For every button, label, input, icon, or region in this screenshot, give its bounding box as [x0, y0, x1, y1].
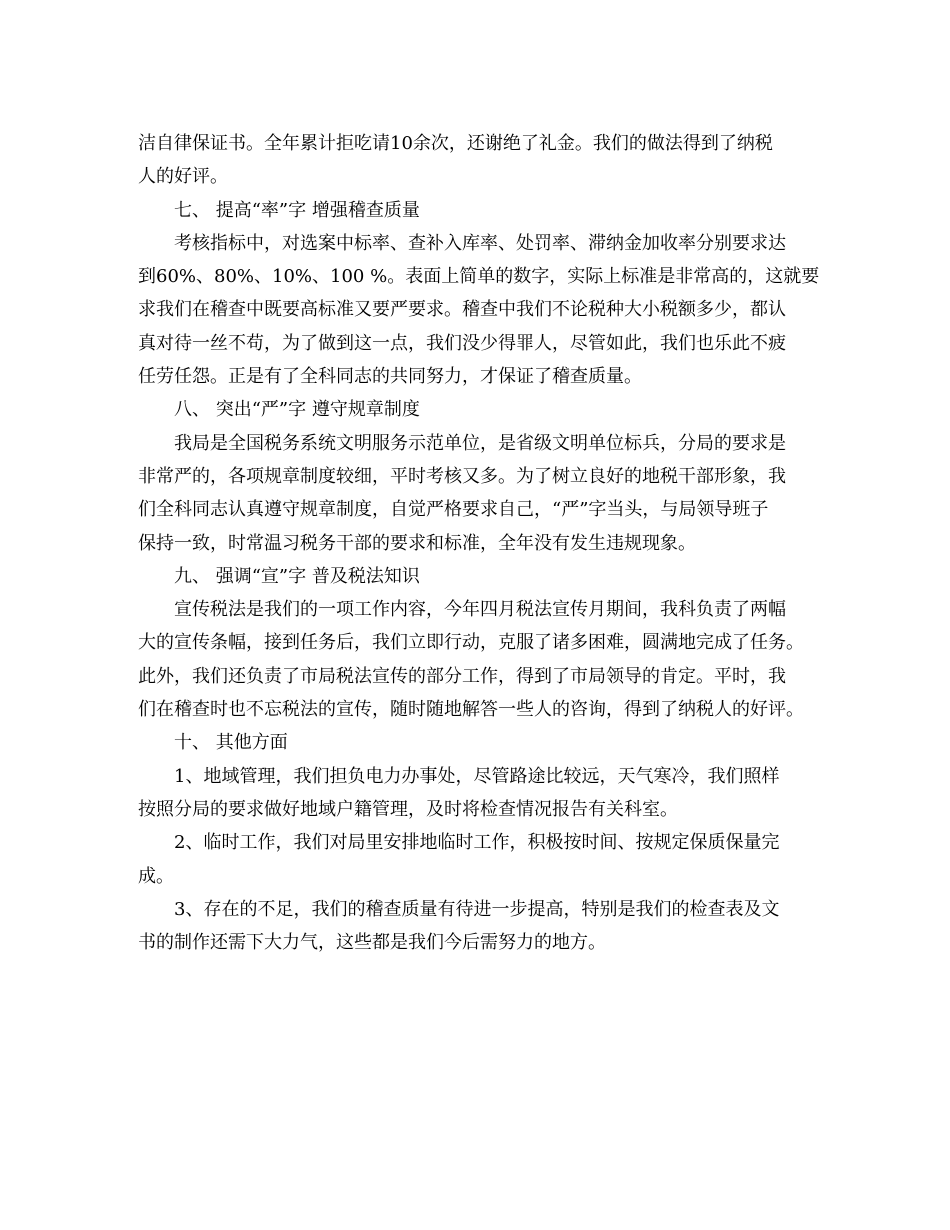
text-line: 真对待一丝不苟，为了做到这一点，我们没少得罪人，尽管如此，我们也乐此不疲 [138, 332, 786, 354]
text-line: 们在稽查时也不忘税法的宣传，随时随地解答一些人的咨询，得到了纳税人的好评。 [138, 699, 804, 721]
text-line: 八、 突出“严”字 遵守规章制度 [174, 399, 420, 421]
text-line: 们全科同志认真遵守规章制度，自觉严格要求自己，“严”字当头，与局领导班子 [138, 499, 769, 521]
text-line: 此外，我们还负责了市局税法宣传的部分工作，得到了市局领导的肯定。平时，我 [138, 665, 786, 687]
text-line: 洁自律保证书。全年累计拒吃请10余次，还谢绝了礼金。我们的做法得到了纳税 [138, 133, 773, 154]
text-line: 人的好评。 [138, 166, 228, 188]
text-line: 到60%、80%、10%、100 %。表面上简单的数字，实际上标准是非常高的，这就要 [138, 266, 820, 288]
text-line: 考核指标中，对选案中标率、查补入库率、处罚率、滞纳金加收率分别要求达 [174, 232, 786, 254]
text-line: 任劳任怨。正是有了全科同志的共同努力，才保证了稽查质量。 [138, 366, 642, 388]
text-line: 3、存在的不足，我们的稽查质量有待进一步提高，特别是我们的检查表及文 [174, 898, 780, 920]
document-body [138, 127, 828, 959]
text-line: 1、地域管理，我们担负电力办事处，尽管路途比较远，天气寒冷，我们照样 [174, 765, 780, 787]
text-line: 求我们在稽查中既要高标准又要严要求。稽查中我们不论税种大小税额多少，都认 [138, 299, 786, 321]
text-line: 书的制作还需下大力气，这些都是我们今后需努力的地方。 [138, 932, 606, 954]
text-line: 七、 提高“率”字 增强稽查质量 [174, 199, 420, 221]
text-line: 九、 强调“宣”字 普及税法知识 [174, 565, 420, 587]
text-line: 非常严的，各项规章制度较细，平时考核又多。为了树立良好的地税干部形象，我 [138, 465, 786, 487]
text-line: 大的宣传条幅，接到任务后，我们立即行动，克服了诸多困难，圆满地完成了任务。 [138, 632, 804, 654]
text-line: 2、临时工作，我们对局里安排地临时工作，积极按时间、按规定保质保量完 [174, 832, 780, 854]
text-line: 我局是全国税务系统文明服务示范单位，是省级文明单位标兵，分局的要求是 [174, 432, 786, 454]
text-line: 按照分局的要求做好地域户籍管理，及时将检查情况报告有关科室。 [138, 798, 678, 820]
text-line: 十、 其他方面 [174, 732, 288, 754]
text-line: 保持一致，时常温习税务干部的要求和标准，全年没有发生违规现象。 [138, 532, 696, 554]
text-line: 宣传税法是我们的一项工作内容，今年四月税法宣传月期间，我科负责了两幅 [174, 599, 786, 621]
text-line: 成。 [138, 865, 174, 887]
